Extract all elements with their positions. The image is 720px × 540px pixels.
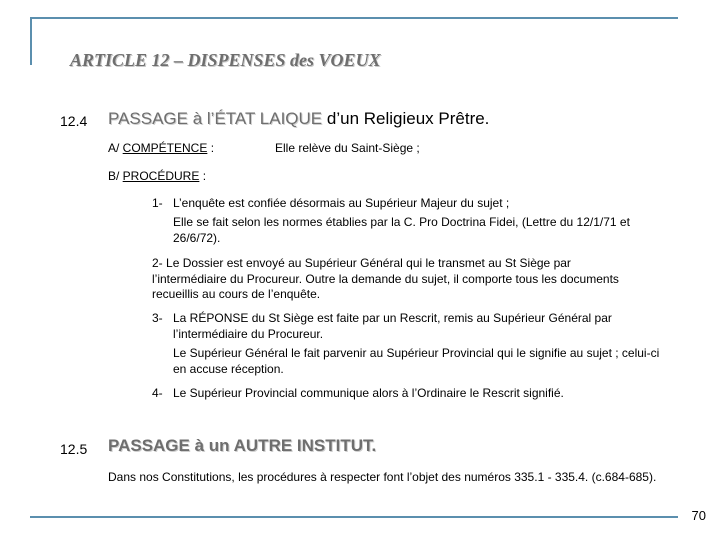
item-4-text: Le Supérieur Provincial communique alors à l’Ordinaire le Rescrit signifié. xyxy=(173,386,564,400)
subsection-a-label: A/ xyxy=(108,141,123,155)
section-12-5-body: Dans nos Constitutions, les procédures à respecter font l’objet des numéros 335.1 - 335.4. (c.684-685). xyxy=(108,470,657,484)
item-2-number: 2- xyxy=(152,256,163,270)
subsection-b-label: B/ xyxy=(108,169,123,183)
item-1-continuation: Elle se fait selon les normes établies par la C. Pro Doctrina Fidei, (Lettre du 12/1/71 et 26/6/72). xyxy=(173,215,630,245)
subsection-a-text: Elle relève du Saint-Siège ; xyxy=(275,141,420,155)
item-2-text: Le Dossier est envoyé au Supérieur Général qui le transmet au St Siège par l’intermédiaire du Procureur. Outre la demande du sujet, il comporte tous les documents recueillis au cours de l’enquête. xyxy=(152,256,619,301)
item-3-continuation: Le Supérieur Général le fait parvenir au Supérieur Provincial qui le signifie au sujet ; celui-ci en accuse réception. xyxy=(173,346,660,376)
section-number-12-4: 12.4 xyxy=(60,113,88,129)
item-2 xyxy=(152,256,622,303)
section-heading-main: PASSAGE à un AUTRE INSTITUT. xyxy=(108,436,377,455)
item-1-text: L’enquête est confiée désormais au Supérieur Majeur du sujet ; xyxy=(173,196,510,210)
section-heading-12-5 xyxy=(108,436,376,456)
item-1-number: 1- xyxy=(152,196,163,210)
section-heading-rest: d’un Religieux Prêtre. xyxy=(322,109,490,128)
article-title: ARTICLE 12 – DISPENSES des VOEUX xyxy=(70,50,381,70)
subsection-a xyxy=(108,141,214,157)
frame-top-border xyxy=(30,17,678,19)
item-3-text: La RÉPONSE du St Siège est faite par un Rescrit, remis au Supérieur Général par l’intermédiaire du Procureur. xyxy=(173,311,612,341)
item-3-number: 3- xyxy=(152,311,163,325)
subsection-a-colon: : xyxy=(207,141,215,155)
section-heading-12-4 xyxy=(108,109,489,129)
section-number-12-5: 12.5 xyxy=(60,441,88,457)
item-4-number: 4- xyxy=(152,386,163,400)
subsection-b-colon: : xyxy=(199,169,207,183)
frame-left-border xyxy=(30,17,32,65)
frame-bottom-border xyxy=(30,516,678,518)
subsection-b xyxy=(108,169,206,185)
subsection-b-term: PROCÉDURE xyxy=(122,169,200,183)
page-number: 70 xyxy=(691,508,706,523)
subsection-a-term: COMPÉTENCE xyxy=(122,141,208,155)
section-heading-main: PASSAGE à l’ÉTAT LAIQUE xyxy=(108,109,323,128)
